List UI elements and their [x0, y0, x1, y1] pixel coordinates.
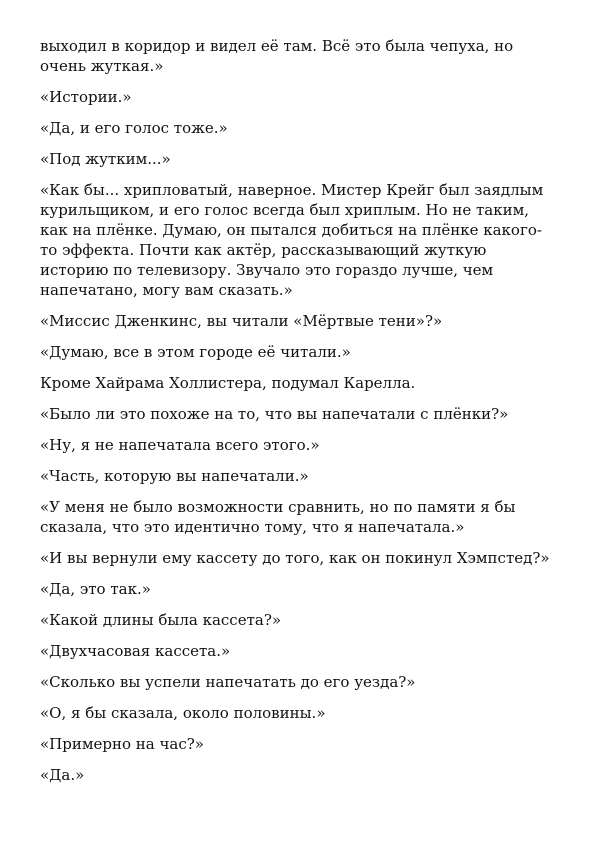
paragraph: «Да, это так.» — [40, 580, 151, 598]
paragraph: Кроме Хайрама Холлистера, подумал Карелла. — [40, 374, 416, 392]
paragraph: «У меня не было возможности сравнить, но по памяти я бы сказала, что это идентично тому, что я напечатала.» — [40, 498, 516, 536]
paragraph: «Думаю, все в этом городе её читали.» — [40, 343, 351, 361]
paragraph: «Двухчасовая кассета.» — [40, 642, 231, 660]
paragraph: «Какой длины была кассета?» — [40, 611, 282, 629]
paragraph: «Миссис Дженкинс, вы читали «Мёртвые тени»?» — [40, 312, 443, 330]
paragraph: «Ну, я не напечатала всего этого.» — [40, 436, 320, 454]
paragraph: «Примерно на час?» — [40, 735, 204, 753]
paragraph: «Да.» — [40, 766, 85, 784]
document-page — [40, 36, 566, 796]
paragraph: «Да, и его голос тоже.» — [40, 119, 228, 137]
paragraph: «Как бы... хрипловатый, наверное. Мистер Крейг был заядлым курильщиком, и его голос всегда был хриплым. Но не таким, как на плёнке. Думаю, он пытался добиться на плёнке какого- то эффекта. Почти как актёр, рассказывающий жуткую историю по телевизору. Звучало это гораздо лучше, чем напечатано, могу вам сказать.» — [40, 181, 544, 299]
paragraph: выходил в коридор и видел её там. Всё это была чепуха, но очень жуткая.» — [40, 37, 514, 75]
paragraph: «Под жутким...» — [40, 150, 171, 168]
paragraph: «И вы вернули ему кассету до того, как он покинул Хэмпстед?» — [40, 549, 550, 567]
paragraph: «О, я бы сказала, около половины.» — [40, 704, 326, 722]
paragraph: «Было ли это похоже на то, что вы напечатали с плёнки?» — [40, 405, 509, 423]
paragraph: «Сколько вы успели напечатать до его уезда?» — [40, 673, 416, 691]
paragraph: «Часть, которую вы напечатали.» — [40, 467, 309, 485]
paragraph: «Истории.» — [40, 88, 132, 106]
